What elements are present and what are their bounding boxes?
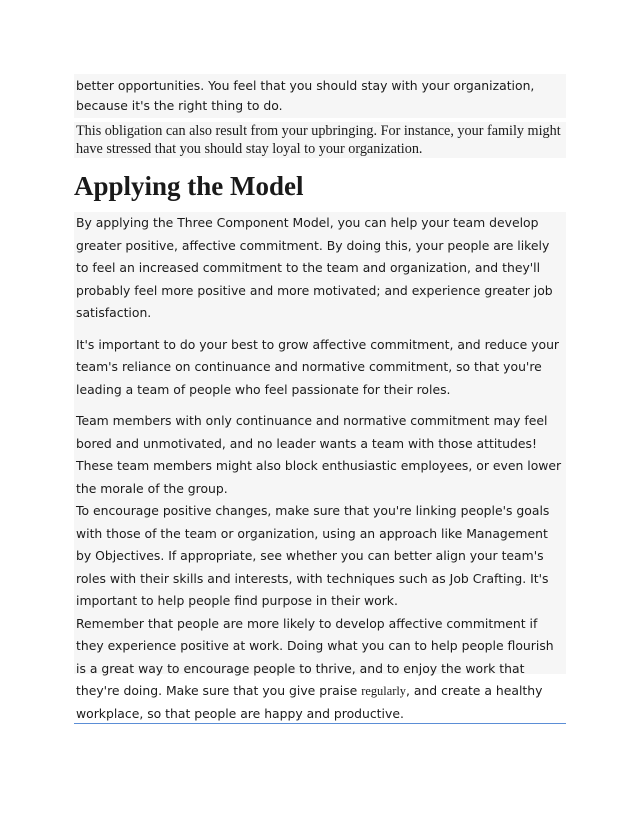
serif-word: regularly: [361, 684, 406, 698]
emphasis-only: only: [205, 413, 232, 428]
paragraph-5: [76, 613, 562, 726]
paragraph-5-end: , and create a healthy workplace, so that people are happy and productive.: [76, 683, 543, 721]
section-heading: Applying the Model: [74, 171, 304, 201]
paragraph-5-start: Remember that people are more likely to develop affective commitment if they experience positive at work. Doing what you can to help people flourish is a great way to encourage people to thrive, and to enjoy the work that they're doing. Make sure that you give praise: [76, 615, 554, 698]
paragraph-2: It's important to do your best to grow affective commitment, and reduce your team's reliance on continuance and normative commitment, so that you're leading a team of people who feel passionate for their roles.: [76, 336, 560, 397]
obligation-paragraph: This obligation can also result from your upbringing. For instance, your family might have stressed that you should stay loyal to your organization.: [74, 122, 566, 158]
intro-paragraph: better opportunities. You feel that you should stay with your organization, because it's the right thing to do.: [74, 74, 566, 118]
section-body: [74, 212, 566, 721]
footer-divider: [74, 723, 566, 724]
paragraph-3-end: continuance and normative commitment may feel bored and unmotivated, and no leader wants a team with those attitudes! These team members might also block enthusiastic employees, or even lower the morale of the group.: [76, 413, 562, 496]
paragraph-3: [76, 410, 562, 500]
paragraph-1: By applying the Three Component Model, you can help your team develop greater positive, affective commitment. By doing this, your people are likely to feel an increased commitment to the team and organization, and they'll probably feel more positive and more motivated; and experience greater job satisfaction.: [76, 215, 553, 320]
paragraph-4: To encourage positive changes, make sure that you're linking people's goals with those of the team or organization, using an approach like Management by Objectives. If appropriate, see whether you can better align your team's roles with their skills and interests, with techniques such as Job Crafting. It's important to help people find purpose in their work.: [76, 503, 550, 608]
paragraph-3-start: Team members with: [76, 413, 206, 428]
